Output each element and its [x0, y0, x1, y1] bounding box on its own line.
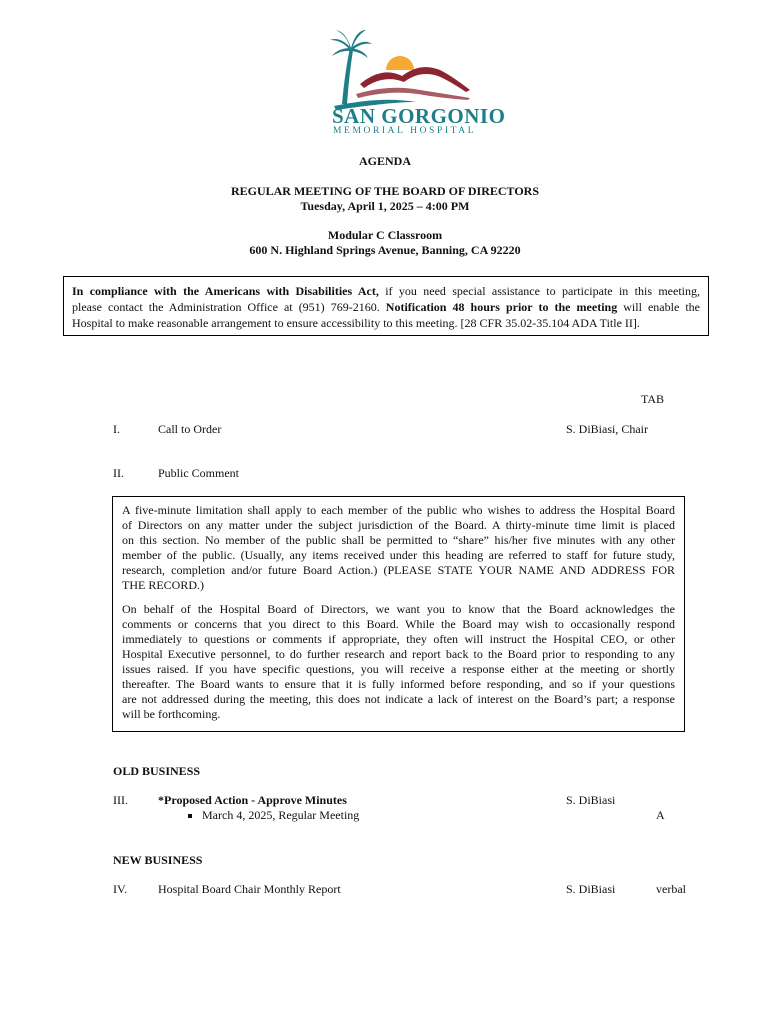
- meeting-datetime: Tuesday, April 1, 2025 – 4:00 PM: [300, 199, 470, 213]
- pc-p1-line: A five-minute limitation shall apply to each member of the public who wishes to address the Hospital Board: [122, 503, 675, 517]
- item-iii-bullet: March 4, 2025, Regular Meeting: [188, 808, 359, 823]
- item-i-title: Call to Order: [158, 422, 222, 436]
- public-comment-box: [112, 496, 685, 732]
- item-i-number: I.: [113, 422, 120, 436]
- pc-p2-line: thereafter. The Board wants to ensure that it is fully informed before responding, and so if your questions: [122, 677, 675, 691]
- pc-p2-line: On behalf of the Hospital Board of Directors, we want you to know that the Board acknowledges the: [122, 602, 675, 616]
- item-iv-number: IV.: [113, 882, 128, 896]
- ada-notice-line-2: please contact the Administration Office at (951) 769-2160. Notification 48 hours prior to the meeting will enable the: [72, 300, 701, 314]
- pc-p2-line: will be forthcoming.: [122, 707, 221, 721]
- item-iv-tab: verbal: [656, 882, 686, 896]
- tab-column-header: TAB: [641, 392, 665, 406]
- square-bullet-icon: [188, 814, 192, 818]
- pc-p2-line: Hospital Executive personnel, to do further research and report back to the Board prior to responding to any: [122, 647, 675, 661]
- item-iii-title: *Proposed Action - Approve Minutes: [158, 793, 347, 807]
- pc-p2-line: issues raised. If you have specific questions, you will receive a response either at the meeting or shortly: [122, 662, 675, 676]
- item-ii-number: II.: [113, 466, 124, 480]
- item-i-presenter: S. DiBiasi, Chair: [566, 422, 649, 436]
- pc-p1-line: research, completion and/or future Board Action.) (PLEASE STATE YOUR NAME AND ADDRESS FOR: [122, 563, 675, 577]
- pc-p1-line: on this section. No member of the public shall be permitted to “share” his/her five minutes with any other: [122, 533, 675, 547]
- logo-name: SAN GORGONIO: [332, 104, 506, 128]
- palm-tree-icon: [342, 48, 353, 104]
- pc-p2-line: are not addressed during the meeting, this does not indicate a lack of interest on the Board’s part; a response: [122, 692, 675, 706]
- item-iii-presenter: S. DiBiasi: [566, 793, 616, 807]
- ada-notice-box: [63, 276, 709, 336]
- pc-p1-line: member of the public. (Usually, any items received under this heading are referred to staff for future study,: [122, 548, 675, 562]
- new-business-heading: NEW BUSINESS: [113, 853, 203, 867]
- pc-p1-line: of Directors on any matter under the subject jurisdiction of the Board. A thirty-minute time limit is placed: [122, 518, 675, 532]
- item-iv-presenter: S. DiBiasi: [566, 882, 616, 896]
- ada-notice-line-1: In compliance with the Americans with Disabilities Act, if you need special assistance to participate in this meeting,: [72, 284, 701, 298]
- meeting-address: 600 N. Highland Springs Avenue, Banning, CA 92220: [249, 243, 521, 257]
- pc-p2-line: immediately to questions or comments if appropriate, they often will instruct the Hospital CEO, or other: [122, 632, 675, 646]
- old-business-heading: OLD BUSINESS: [113, 764, 201, 778]
- item-iv-title: Hospital Board Chair Monthly Report: [158, 882, 341, 896]
- meeting-title: REGULAR MEETING OF THE BOARD OF DIRECTORS: [230, 184, 540, 198]
- pc-p2-line: comments or concerns that you direct to this Board. While the Board may wish to occasionally respond: [122, 617, 675, 631]
- pc-p1-line: THE RECORD.): [122, 578, 204, 592]
- item-ii-title: Public Comment: [158, 466, 239, 480]
- item-iii-tab: A: [656, 808, 665, 822]
- meeting-room: Modular C Classroom: [327, 228, 443, 242]
- logo-subtitle: MEMORIAL HOSPITAL: [333, 126, 477, 136]
- item-iii-number: III.: [113, 793, 128, 807]
- agenda-title: AGENDA: [358, 154, 411, 168]
- ada-notice-line-3: Hospital to make reasonable arrangement to ensure accessibility to this meeting. [28 CFR 35.02-35.104 ADA Title II].: [72, 316, 640, 330]
